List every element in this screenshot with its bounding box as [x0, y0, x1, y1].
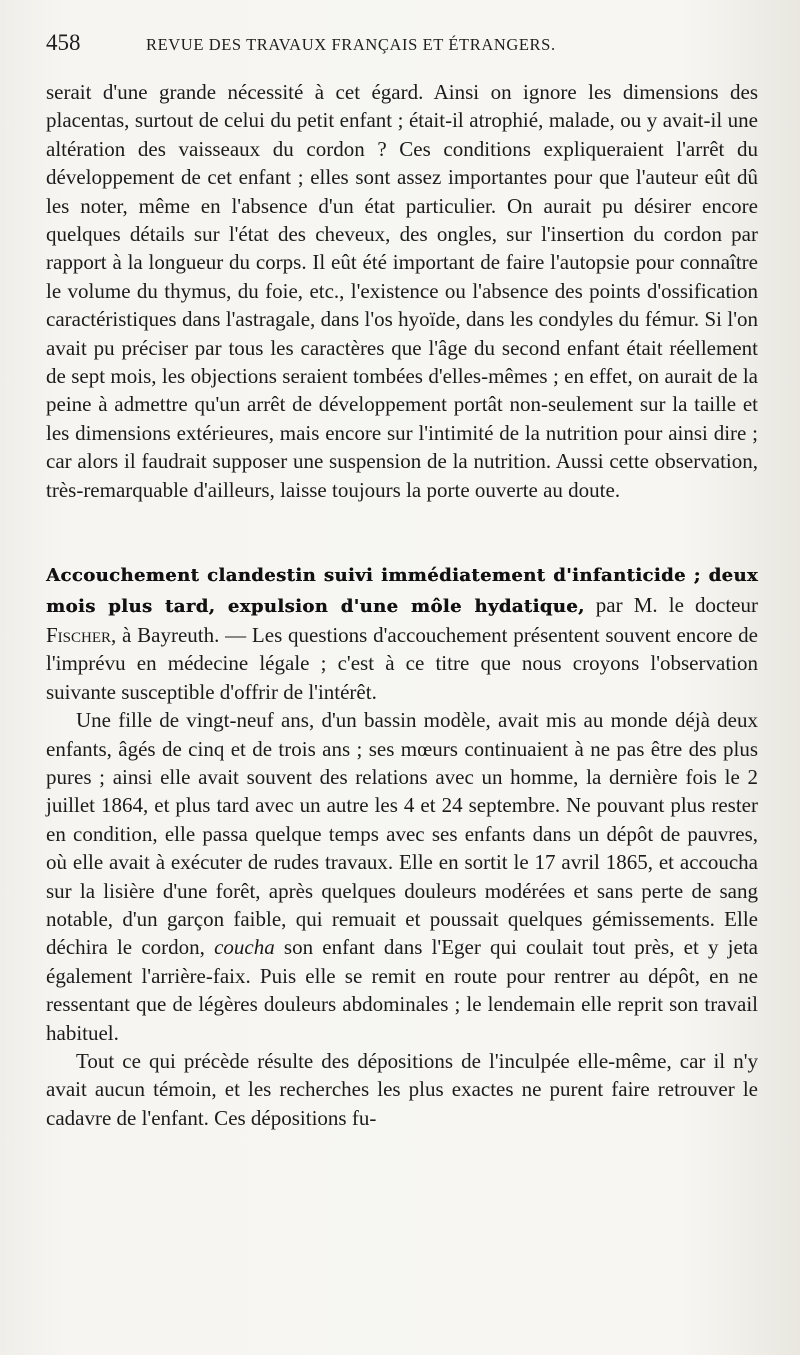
intro-text: , à Bayreuth. — Les questions d'accouchement présentent souvent encore de l'imprévu en médecine légale ; c'est à ce titre que nous croyons l'observation suivante susceptible d'offrir de l'intérêt. [46, 622, 758, 704]
italic-word: coucha [214, 935, 275, 960]
narrative-text-b: son enfant dans l'Eger qui coulait tout près, et y jeta également l'arrière-faix. Puis elle se remit en route pour rentrer au dépôt, en ne ressentant que de légères douleurs abdominales ; le lendemain elle reprit son travail habituel. [46, 935, 758, 1045]
paragraph-section-intro [46, 560, 758, 706]
narrative-text-a: Une fille de vingt-neuf ans, d'un bassin modèle, avait mis au monde déjà deux enfants, âgés de cinq et de trois ans ; ses mœurs continuaient à ne pas être des plus pures ; ainsi elle avait souvent des relations avec un homme, la dernière fois le 2 juillet 1864, et plus tard avec un autre les 4 et 24 septembre. Ne pouvant plus rester en condition, elle passa quelque temps avec ses enfants dans un dépôt de pauvres, où elle avait à exécuter de rudes travaux. Elle en sortit le 17 avril 1865, et accoucha sur la lisière d'une forêt, après quelques douleurs modérées et sans perte de sang notable, d'un garçon faible, qui remuait et poussait quelques gémissements. Elle déchira le cordon, [46, 708, 758, 960]
page-number: 458 [46, 30, 81, 55]
paragraph-continuation: serait d'une grande nécessité à cet égard. Ainsi on ignore les dimensions des placentas, surtout de celui du petit enfant ; était-il atrophié, malade, ou y avait-il une altération des vaisseaux du cordon ? Ces conditions expliqueraient l'arrêt du développement de cet enfant ; elles sont assez importantes pour que l'auteur eût dû les noter, même en l'absence d'un état particulier. On aurait pu désirer encore quelques détails sur l'état des cheveux, des ongles, sur l'insertion du cordon par rapport à la longueur du corps. Il eût été important de faire l'autopsie pour connaître le volume du thymus, du foie, etc., l'existence ou l'absence des points d'ossification caractéristiques dans l'astragale, dans l'os hyoïde, dans les condyles du fémur. Si l'on avait pu préciser par tous les caractères que l'âge du second enfant était réellement de sept mois, les objections seraient tombées d'elles-mêmes ; en effet, on aurait de la peine à admettre qu'un arrêt de développement portât non-seulement sur la taille et les dimensions extérieures, mais encore sur l'intimité de la nutrition pour ainsi dire ; car alors il faudrait supposer une suspension de la nutrition. Aussi cette observation, très-remarquable d'ailleurs, laisse toujours la porte ouverte au doute. [46, 80, 758, 502]
paragraph-depositions: Tout ce qui précède résulte des dépositions de l'inculpée elle-même, car il n'y avait aucun témoin, et les recherches les plus exactes ne purent faire retrouver le cadavre de l'enfant. Ces dépositions fu- [46, 1049, 758, 1130]
paragraph-case-narrative [46, 706, 758, 1047]
section-heading: Accouchement clandestin suivi immédiatement d'infanticide ; deux mois plus tard, expulsion d'une môle hydatique, [46, 565, 758, 617]
running-title: REVUE DES TRAVAUX FRANÇAIS ET ÉTRANGERS. [146, 35, 556, 54]
author-name: Fischer [46, 622, 112, 647]
running-head [46, 30, 758, 74]
section-break [46, 504, 758, 560]
byline-prefix: par M. le docteur [584, 592, 758, 617]
